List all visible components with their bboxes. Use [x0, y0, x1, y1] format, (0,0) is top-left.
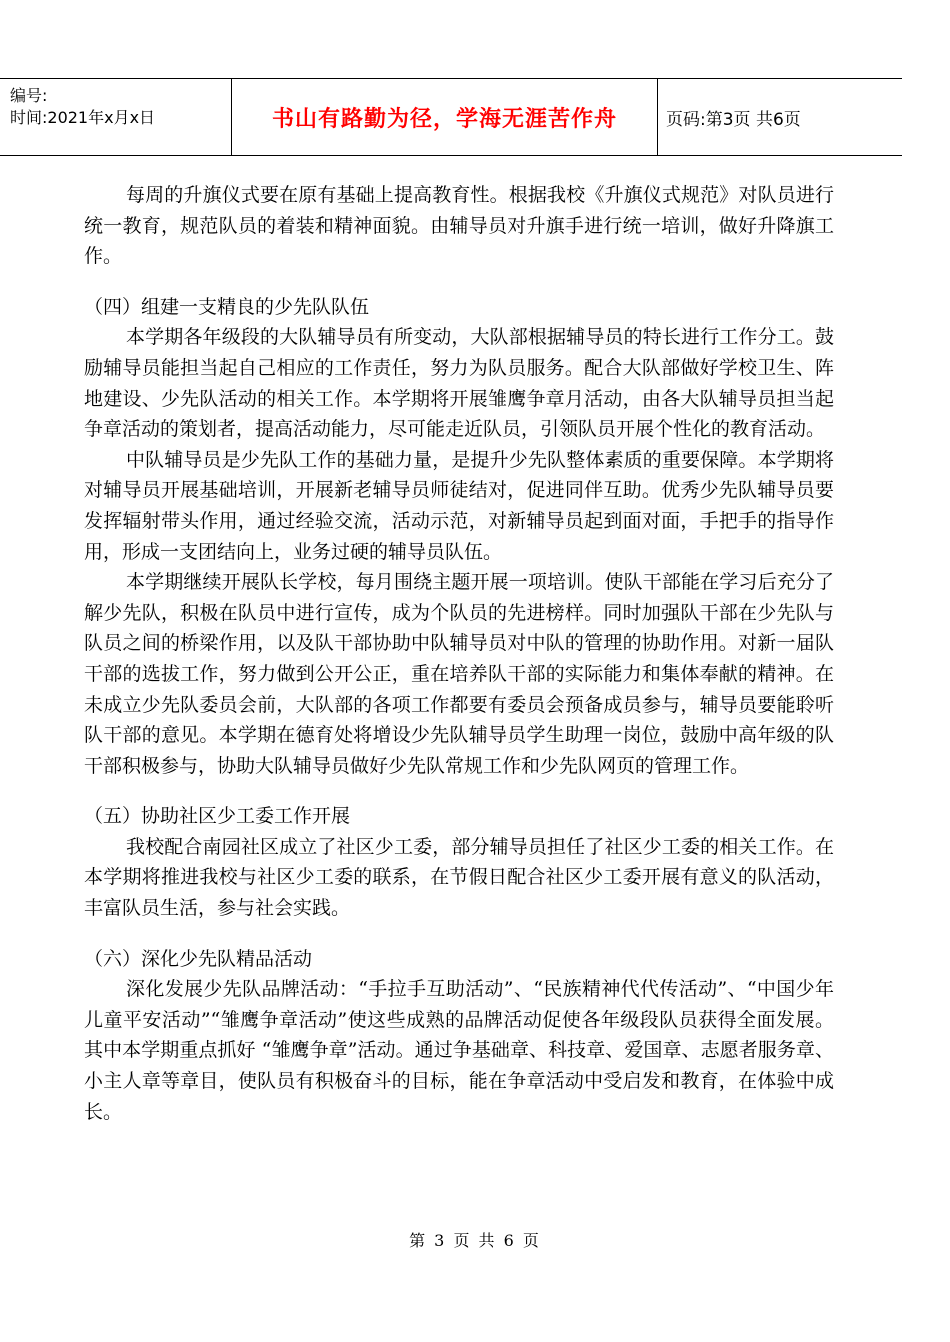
time-label: 时间:2021年x月x日: [10, 108, 156, 127]
page-header: [0, 78, 902, 156]
section-heading-4: （四）组建一支精良的少先队队伍: [84, 295, 370, 318]
section-heading-6: （六）深化少先队精品活动: [84, 947, 313, 970]
header-page-cell: [658, 79, 902, 155]
section-heading-5: （五）协助社区少工委工作开展: [84, 805, 351, 828]
header-motto-cell: [232, 79, 658, 155]
paragraph-activities: 深化发展少先队品牌活动：“手拉手互助活动”、“民族精神代代传活动”、“中国少年儿童平安活动”“雏鹰争章活动”使这些成熟的品牌活动促使各年级段队员获得全面发展。其中本学期重点抓好 “雏鹰争章”活动。通过争基础章、科技章、爱国章、志愿者服务章、小主人章等章目，使队员有积极奋斗的目标，能在争章活动中受启发和教育，在体验中成长。: [84, 978, 834, 1123]
page-footer: 第 3 页 共 6 页: [409, 1231, 541, 1250]
number-label: 编号:: [10, 86, 48, 105]
paragraph-flag-ceremony: 每周的升旗仪式要在原有基础上提高教育性。根据我校《升旗仪式规范》对队员进行统一教育，规范队员的着装和精神面貌。由辅导员对升旗手进行统一培训，做好升降旗工作。: [84, 184, 834, 268]
page-label: 页码:第3页 共6页: [666, 109, 801, 130]
paragraph-brigade-counselors: 本学期各年级段的大队辅导员有所变动，大队部根据辅导员的特长进行工作分工。鼓励辅导员能担当起自己相应的工作责任，努力为队员服务。配合大队部做好学校卫生、阵地建设、少先队活动的相关工作。本学期将开展雏鹰争章月活动，由各大队辅导员担当起争章活动的策划者，提高活动能力，尽可能走近队员，引领队员开展个性化的教育活动。: [84, 326, 834, 441]
paragraph-leader-school: 本学期继续开展队长学校，每月围绕主题开展一项培训。使队干部能在学习后充分了解少先队，积极在队员中进行宣传，成为个队员的先进榜样。同时加强队干部在少先队与队员之间的桥梁作用，以及队干部协助中队辅导员对中队的管理的协助作用。对新一届队干部的选拔工作，努力做到公开公正，重在培养队干部的实际能力和集体奉献的精神。在未成立少先队委员会前，大队部的各项工作都要有委员会预备成员参与，辅导员要能聆听队干部的意见。本学期在德育处将增设少先队辅导员学生助理一岗位，鼓励中高年级的队干部积极参与，协助大队辅导员做好少先队常规工作和少先队网页的管理工作。: [84, 571, 834, 777]
paragraph-community: 我校配合南园社区成立了社区少工委，部分辅导员担任了社区少工委的相关工作。在本学期将推进我校与社区少工委的联系，在节假日配合社区少工委开展有意义的队活动，丰富队员生活，参与社会实践。: [84, 835, 834, 920]
paragraph-squadron-counselors: 中队辅导员是少先队工作的基础力量，是提升少先队整体素质的重要保障。本学期将对辅导员开展基础培训，开展新老辅导员师徒结对，促进同伴互助。优秀少先队辅导员要发挥辐射带头作用，通过经验交流，活动示范，对新辅导员起到面对面，手把手的指导作用，形成一支团结向上，业务过硬的辅导员队伍。: [84, 448, 834, 563]
document-body: [84, 180, 834, 1127]
header-meta-cell: [0, 79, 232, 155]
motto-text: 书山有路勤为径，学海无涯苦作舟: [271, 106, 617, 132]
